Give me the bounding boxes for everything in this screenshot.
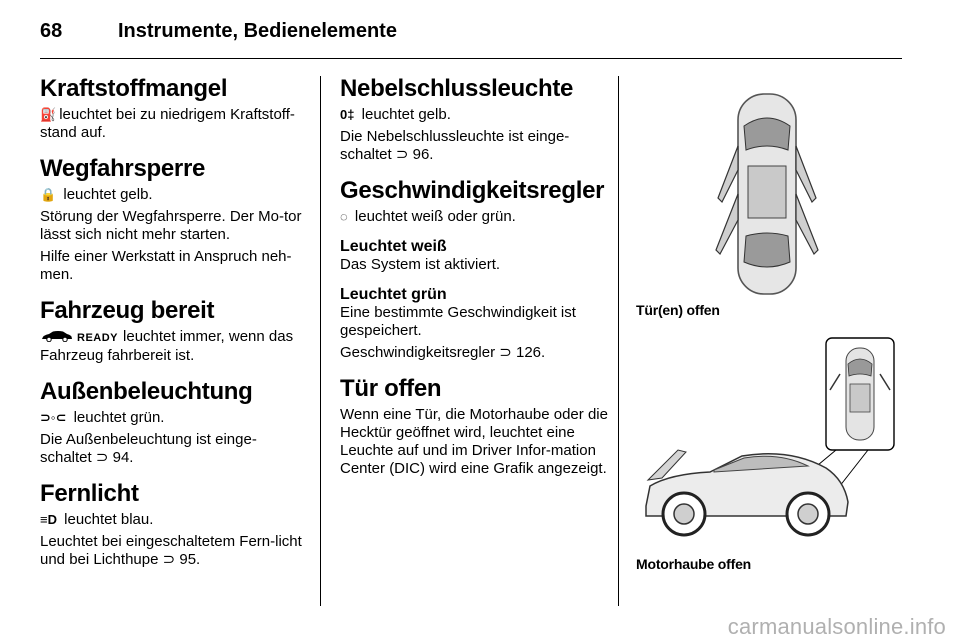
caption-doors-open: Tür(en) offen (636, 302, 720, 318)
ready-label: READY (77, 332, 119, 344)
exterior-light-text-1: ⊃◦⊂ leuchtet grün. (40, 409, 165, 426)
column-1 (40, 76, 302, 583)
car-top-view-doors-open (710, 86, 870, 306)
ready-text: READY leuchtet immer, wenn das Fahrzeug fahrbereit ist. (40, 328, 294, 364)
cruise-control-icon: ◌ (340, 209, 348, 224)
ref-arrow-icon: ⊃ (162, 551, 176, 568)
high-beam-icon: ≡D (40, 512, 57, 527)
section-title-immobilizer: Wegfahrsperre (40, 155, 206, 182)
ref-arrow-icon: ⊃ (95, 449, 109, 466)
cruise-text-1: ◌ leuchtet weiß oder grün. (340, 208, 516, 225)
ref-arrow-icon: ⊃ (499, 344, 512, 361)
section-fog (340, 76, 608, 164)
header-divider (40, 58, 902, 59)
column-2 (340, 76, 608, 492)
cruise-ref-text: Geschwindigkeitsregler ⊃ 126. (340, 344, 546, 361)
section-title-fog: Nebelschlussleuchte (340, 75, 574, 102)
section-title-fuel: Kraftstoffmangel (40, 75, 228, 102)
exterior-light-text-2: Die Außenbeleuchtung ist einge-schaltet ⊃ 94. (40, 431, 257, 466)
car-ready-icon (40, 330, 74, 342)
page-number: 68 (40, 20, 63, 42)
high-beam-text-2: Leuchtet bei eingeschaltetem Fern-licht und bei Lichthupe ⊃ 95. (40, 533, 302, 568)
fuel-text: ⛽ leuchtet bei zu niedrigem Kraftstoff-stand auf. (40, 106, 295, 141)
column-3 (636, 76, 926, 616)
immobilizer-lock-icon: 🔒 (40, 187, 57, 202)
cruise-green-title: Leuchtet grün (340, 286, 447, 303)
exterior-light-icon: ⊃◦⊂ (40, 410, 67, 425)
immobilizer-text-3: Hilfe einer Werkstatt in Anspruch neh-men. (40, 248, 292, 283)
section-cruise (340, 178, 608, 362)
fuel-pump-icon: ⛽ (40, 107, 57, 122)
cruise-green-text: Eine bestimmte Geschwindigkeit ist gespeichert. (340, 304, 576, 339)
immobilizer-text-1: 🔒 leuchtet gelb. (40, 186, 153, 203)
section-title-exterior-light: Außenbeleuchtung (40, 378, 253, 405)
section-title-cruise: Geschwindigkeitsregler (340, 177, 605, 204)
rear-fog-icon: 0‡ (340, 107, 355, 122)
fog-text-1: 0‡ leuchtet gelb. (340, 106, 451, 123)
cruise-white-title: Leuchtet weiß (340, 238, 447, 255)
section-exterior-light (40, 379, 302, 467)
high-beam-text-1: ≡D leuchtet blau. (40, 511, 154, 528)
cruise-white-text: Das System ist aktiviert. (340, 256, 501, 273)
page-title: Instrumente, Bedienelemente (118, 20, 397, 42)
section-immobilizer (40, 156, 302, 284)
car-hood-open-illustration (640, 334, 910, 544)
ref-arrow-icon: ⊃ (395, 146, 409, 163)
immobilizer-text-2: Störung der Wegfahrsperre. Der Mo-tor lässt sich nicht mehr starten. (40, 208, 302, 243)
section-door (340, 376, 608, 478)
column-divider-2 (618, 76, 619, 606)
column-divider-1 (320, 76, 321, 606)
section-title-door: Tür offen (340, 375, 442, 402)
page-header (40, 20, 920, 62)
section-high-beam (40, 481, 302, 569)
fog-text-2: Die Nebelschlussleuchte ist einge-schaltet ⊃ 96. (340, 128, 570, 163)
section-fuel (40, 76, 302, 142)
caption-hood-open: Motorhaube offen (636, 556, 752, 572)
section-title-ready: Fahrzeug bereit (40, 297, 215, 324)
door-text: Wenn eine Tür, die Motorhaube oder die Hecktür geöffnet wird, leuchtet eine Leuchte auf und im Driver Infor-mation Center (DIC) wird eine Grafik angezeigt. (340, 406, 608, 477)
section-title-high-beam: Fernlicht (40, 480, 139, 507)
section-ready (40, 298, 302, 365)
watermark: carmanualsonline.info (727, 614, 946, 639)
